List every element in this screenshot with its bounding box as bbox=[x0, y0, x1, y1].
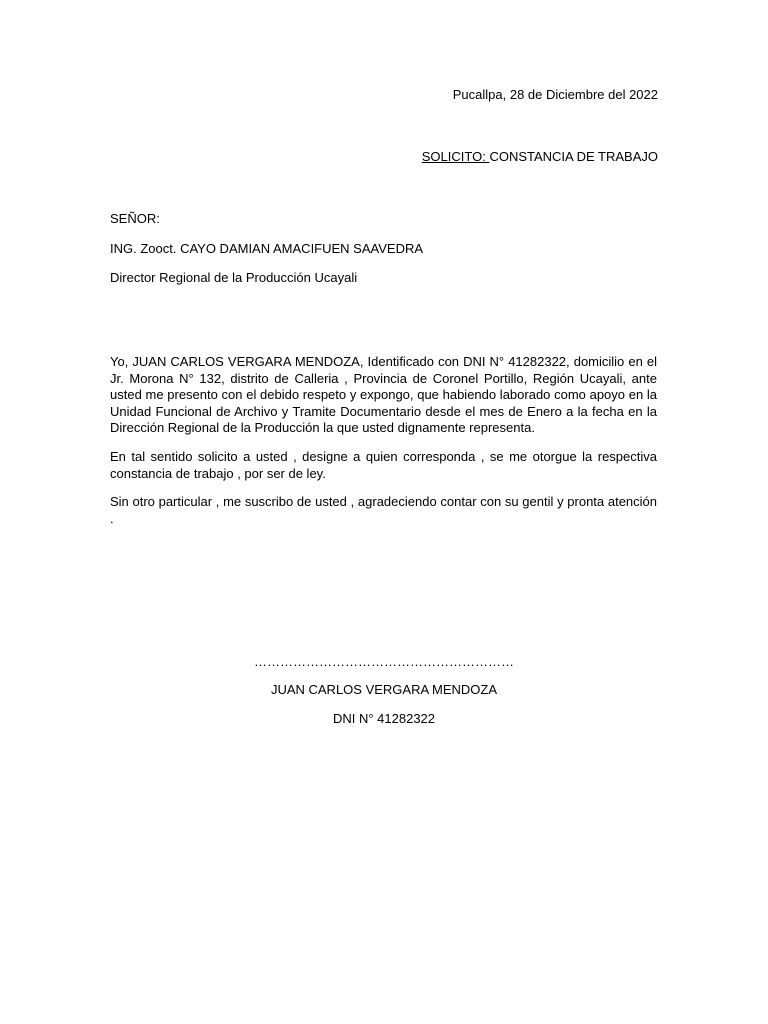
subject-value: CONSTANCIA DE TRABAJO bbox=[489, 149, 658, 164]
subject-line bbox=[422, 149, 658, 165]
signer-name: JUAN CARLOS VERGARA MENDOZA bbox=[270, 682, 498, 697]
signature-line: …………………………………………………… bbox=[254, 654, 514, 669]
recipient-title: Director Regional de la Producción Ucayali bbox=[110, 270, 358, 285]
recipient-name: ING. Zooct. CAYO DAMIAN AMACIFUEN SAAVEDRA bbox=[110, 241, 424, 256]
place-date: Pucallpa, 28 de Diciembre del 2022 bbox=[452, 87, 658, 102]
signer-dni: DNI N° 41282322 bbox=[332, 711, 436, 726]
subject-label: SOLICITO: bbox=[421, 149, 490, 164]
body-paragraph-1: Yo, JUAN CARLOS VERGARA MENDOZA, Identificado con DNI N° 41282322, domicilio en el Jr. Morona N° 132, distrito de Calleria , Provincia de Coronel Portillo, Región Ucayali, ante usted me presento con el debido respeto y expongo, que habiendo laborado como apoyo en la Unidad Funcional de Archivo y Tramite Documentario desde el mes de Enero a la fecha en la Dirección Regional de la Producción la que usted dignamente representa. bbox=[110, 354, 657, 435]
greeting: SEÑOR: bbox=[110, 211, 160, 226]
body-paragraph-3: Sin otro particular , me suscribo de usted , agradeciendo contar con su gentil y pronta atención . bbox=[110, 494, 657, 526]
body-paragraph-2: En tal sentido solicito a usted , designe a quien corresponda , se me otorgue la respectiva constancia de trabajo , por ser de ley. bbox=[110, 449, 657, 481]
